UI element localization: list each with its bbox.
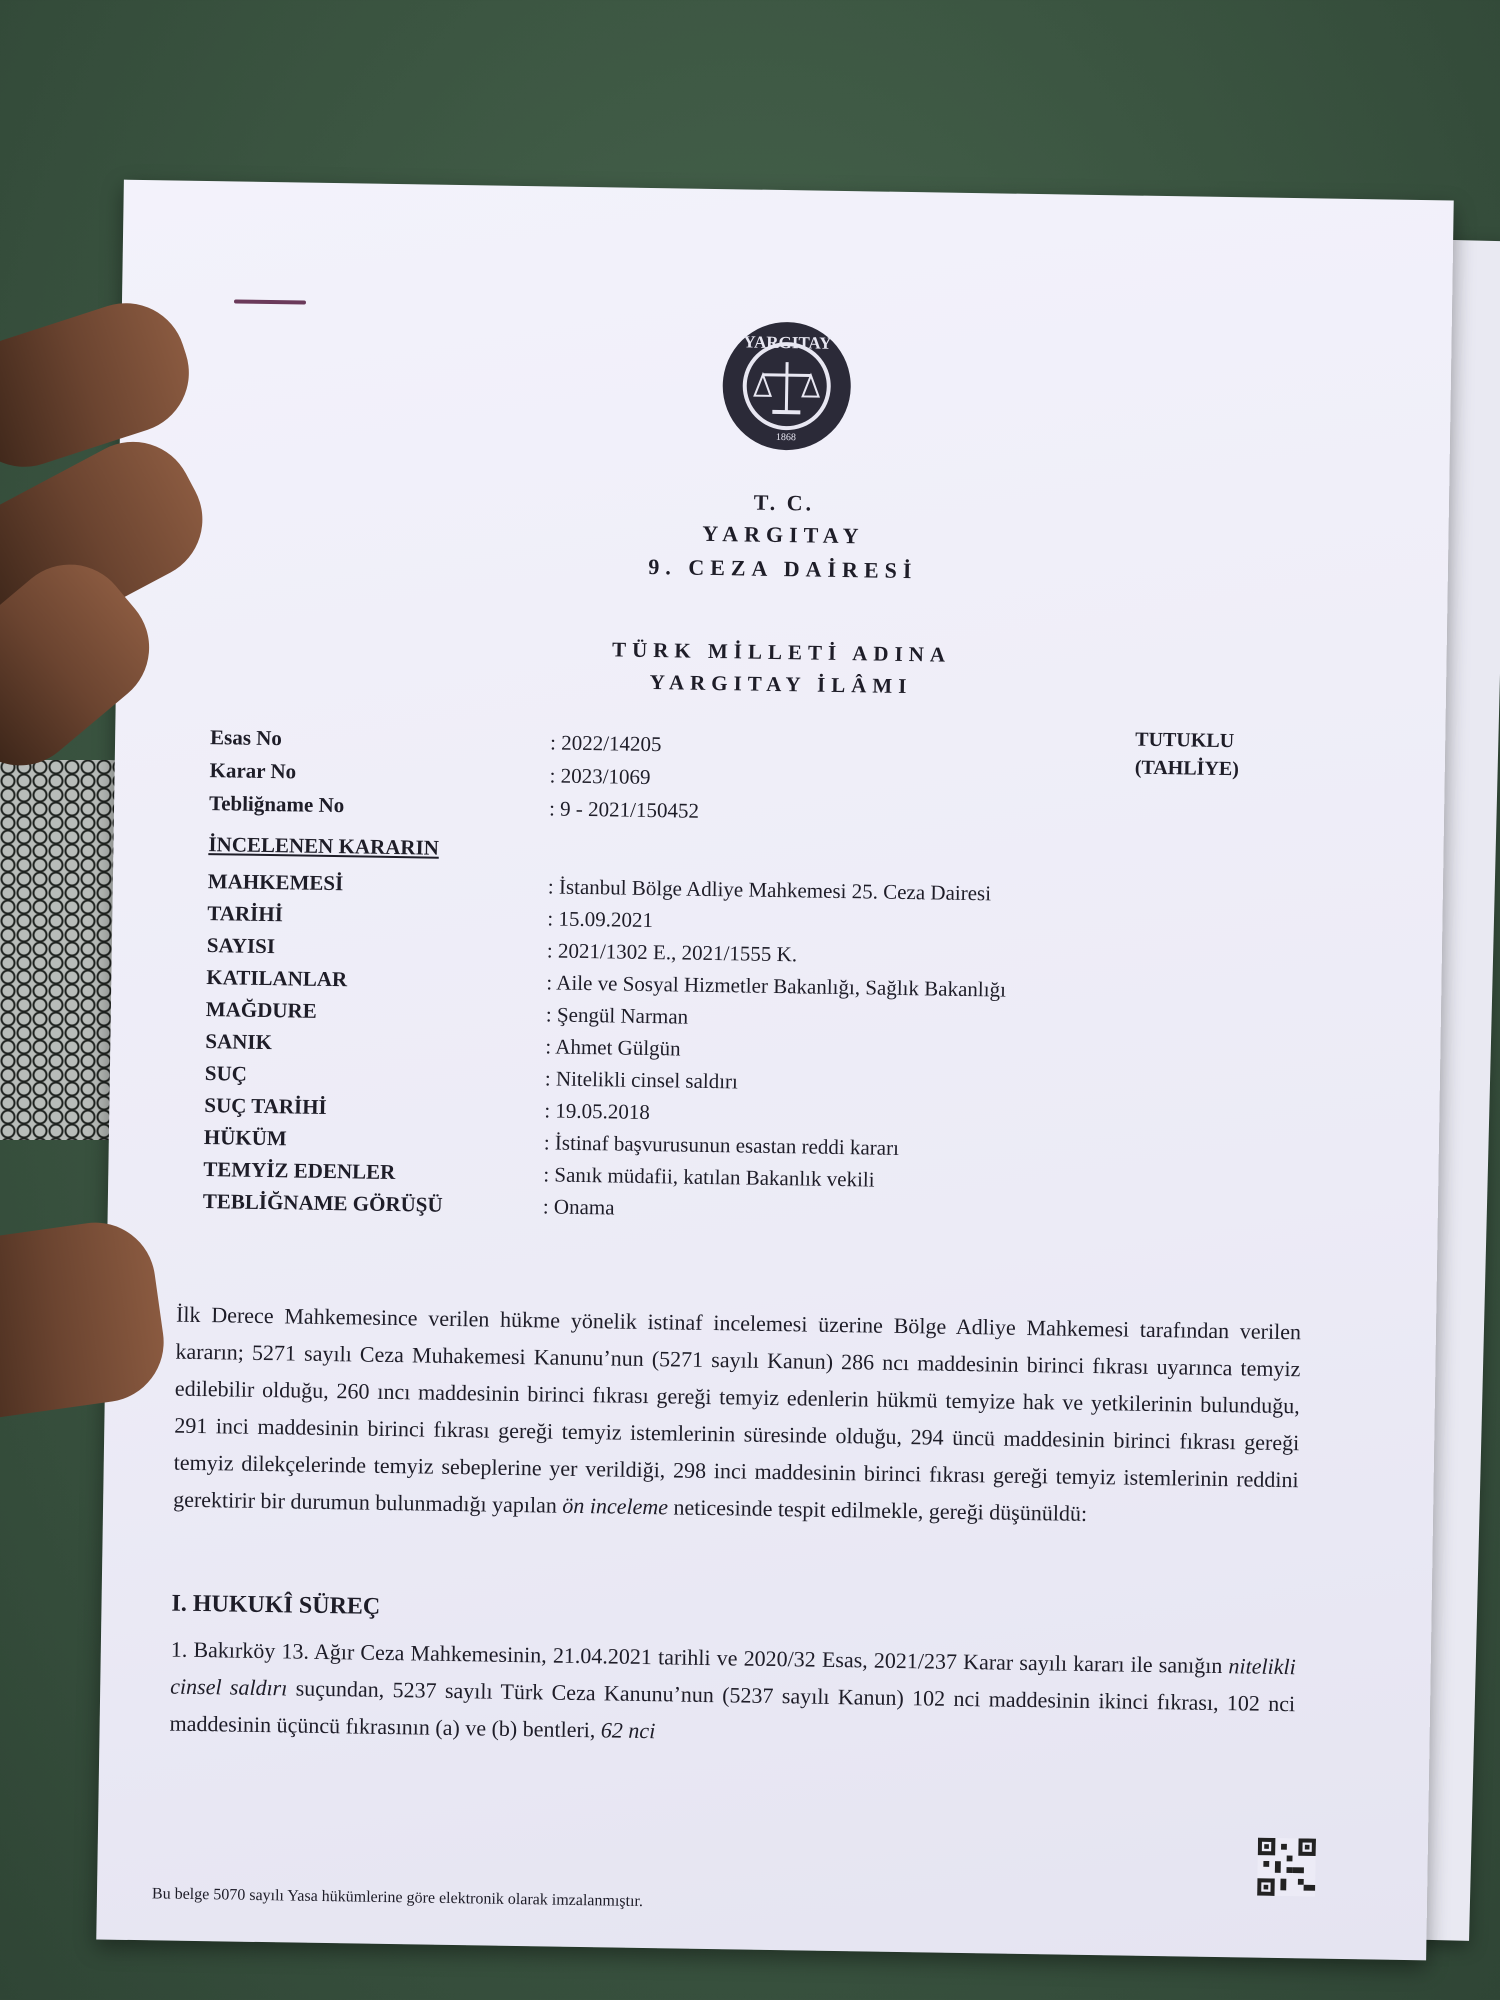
footer-note: Bu belge 5070 sayılı Yasa hükümlerine göre elektronik olarak imzalanmıştır. xyxy=(151,1885,644,1911)
qr-code-icon xyxy=(1257,1838,1316,1897)
header-chamber: 9. CEZA DAİRESİ xyxy=(648,553,918,584)
custody-line1: TUTUKLU xyxy=(1135,728,1235,753)
header-nation: TÜRK MİLLETİ ADINA xyxy=(611,637,952,667)
para1-text-b: suçundan, 5237 sayılı Türk Ceza Kanunu’nun (5237 sayılı Kanun) 102 nci maddesinin ikinci fıkrası, 102 nci maddesinin üçüncü fıkrasının (a) ve (b) bentleri, xyxy=(169,1675,1296,1743)
meta-value: : 19.05.2018 xyxy=(544,1097,651,1124)
header-ilam: YARGITAY İLÂMI xyxy=(649,669,913,699)
paragraph-1 xyxy=(169,1631,1296,1760)
meta-label: TEMYİZ EDENLER xyxy=(203,1156,396,1184)
para1-emphasis: nitelikli cinsel saldırı xyxy=(170,1653,1296,1701)
meta-value: : 2021/1302 E., 2021/1555 K. xyxy=(546,937,798,966)
intro-text-b: neticesinde tespit edilmekle, gereği düşünüldü: xyxy=(673,1494,1088,1526)
meta-value: : 2022/14205 xyxy=(549,730,662,757)
meta-label: TARİHİ xyxy=(207,900,284,926)
meta-value: : Onama xyxy=(542,1193,615,1219)
reviewed-title: İNCELENEN KARARIN xyxy=(208,832,440,860)
meta-label: Karar No xyxy=(209,758,297,784)
meta-label: SANIK xyxy=(205,1028,273,1054)
meta-value: : 9 - 2021/150452 xyxy=(548,796,700,823)
header-tc: T. C. xyxy=(753,489,815,516)
case-metadata xyxy=(203,721,1311,1234)
header-yargitay: YARGITAY xyxy=(702,520,865,549)
meta-label: TEBLİĞNAME GÖRÜŞÜ xyxy=(202,1188,443,1217)
seal-year: 1868 xyxy=(775,431,797,444)
meta-value: : 2023/1069 xyxy=(549,763,651,790)
meta-label: HÜKÜM xyxy=(203,1124,287,1150)
meta-value: : 15.09.2021 xyxy=(547,905,654,932)
meta-value: : Şengül Narman xyxy=(545,1001,689,1029)
intro-text-a: İlk Derece Mahkemesince verilen hükme yönelik istinaf incelemesi üzerine Bölge Adliye Mahkemesi tarafından verilen kararın; 5271 sayılı Ceza Muhakemesi Kanunu’nun (5271 sayılı Kanun) 286 ncı maddesinin birinci fıkrası uyarınca temyiz edilebilir olduğu, 260 ıncı maddesinin birinci fıkrası gereği temyiz edenlerin hükmü temyize hak ve yetkilerinin bulunduğu, 291 inci maddesinin birinci fıkrası gereği temyiz istemlerinin süresinde olduğu, 294 üncü maddesinin birinci fıkrası gereği temyiz dilekçelerinde temyiz sebeplerine yer verildiği, 298 inci maddesinin birinci fıkrası gereği temyiz istemlerinin reddini gerektirir bir durumun bulunmadığı yapılan xyxy=(172,1301,1302,1518)
intro-emphasis: ön inceleme xyxy=(562,1492,669,1520)
meta-label: SAYISI xyxy=(206,932,276,958)
meta-label: SUÇ TARİHİ xyxy=(204,1092,327,1119)
meta-value: : Ahmet Gülgün xyxy=(545,1033,681,1061)
meta-label: Esas No xyxy=(209,725,283,751)
para1-text-a: 1. Bakırköy 13. Ağır Ceza Mahkemesinin, 21.04.2021 tarihli ve 2020/32 Esas, 2021/237 Karar sayılı kararı ile sanığın xyxy=(170,1636,1223,1679)
seal-text: YARGITAY xyxy=(743,332,832,353)
section-title: I. HUKUKÎ SÜREÇ xyxy=(171,1590,381,1620)
para1-emphasis-c: 62 nci xyxy=(600,1717,656,1744)
custody-line2: (TAHLİYE) xyxy=(1134,756,1240,781)
meta-value: : İstinaf başvurusunun esastan reddi kararı xyxy=(543,1129,900,1160)
meta-value: : Nitelikli cinsel saldırı xyxy=(544,1065,739,1093)
meta-value: : Sanık müdafii, katılan Bakanlık vekili xyxy=(543,1161,875,1192)
staple xyxy=(234,299,306,304)
meta-label: SUÇ xyxy=(204,1060,248,1086)
court-document xyxy=(96,180,1453,1961)
meta-label: MAHKEMESİ xyxy=(207,868,344,895)
intro-paragraph xyxy=(173,1296,1301,1536)
meta-label: MAĞDURE xyxy=(205,996,317,1023)
meta-value: : Aile ve Sosyal Hizmetler Bakanlığı, Sağlık Bakanlığı xyxy=(546,969,1007,1002)
meta-label: Tebliğname No xyxy=(208,791,345,818)
meta-label: KATILANLAR xyxy=(206,964,348,991)
yargitay-seal-icon xyxy=(720,319,854,453)
meta-value: : İstanbul Bölge Adliye Mahkemesi 25. Ceza Dairesi xyxy=(547,873,992,905)
